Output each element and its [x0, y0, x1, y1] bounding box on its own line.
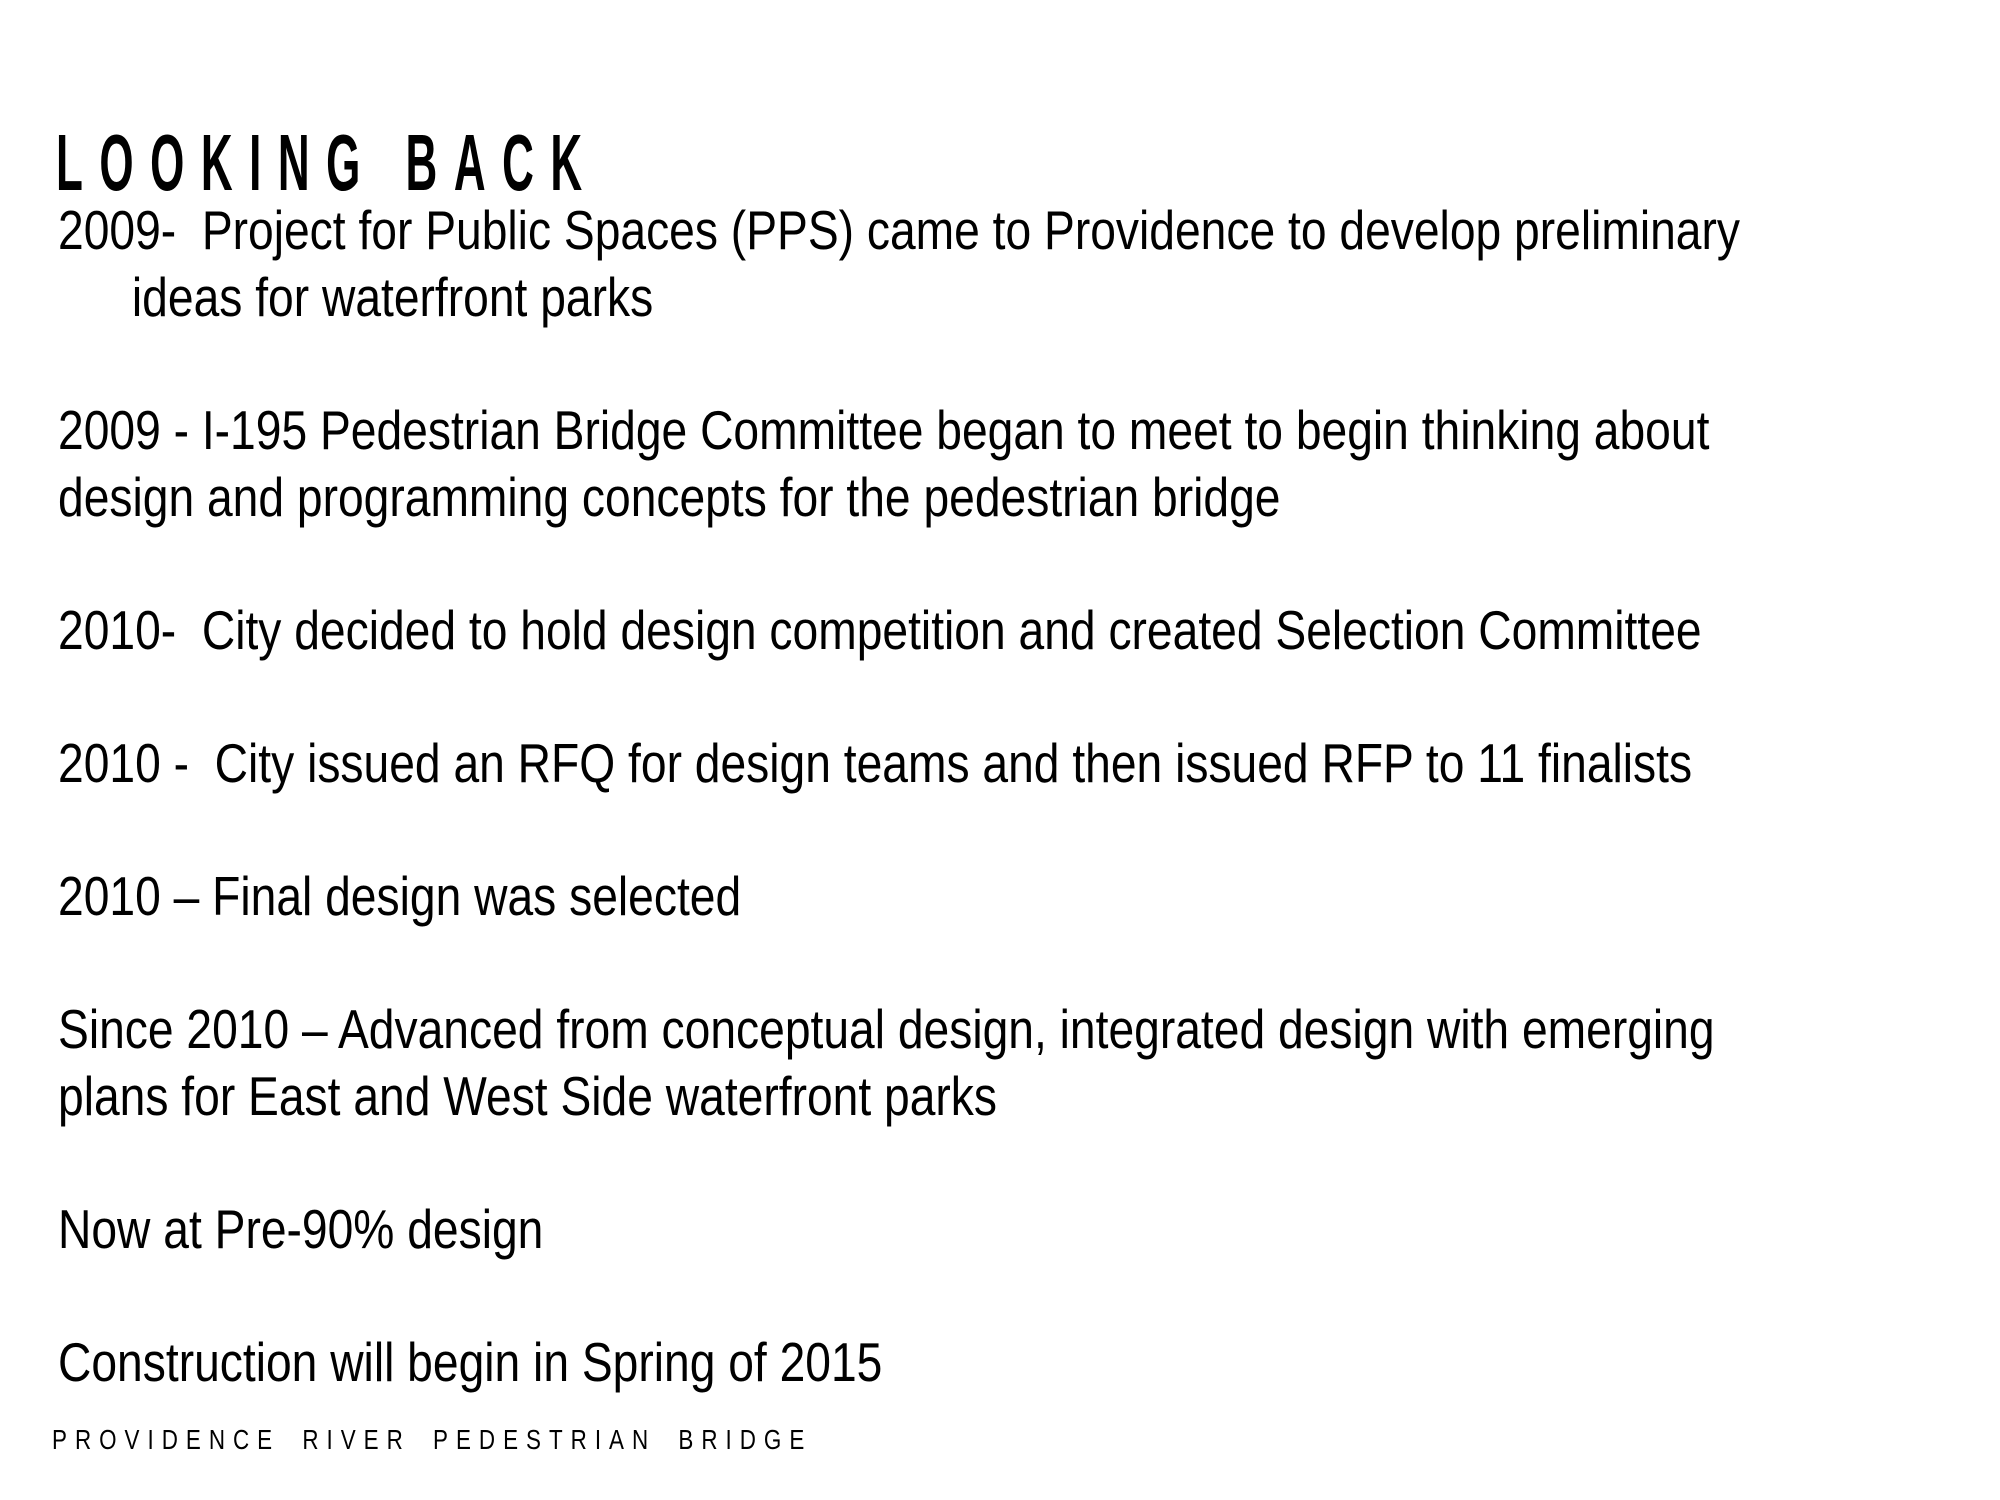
timeline-2009-pps: [58, 197, 1931, 331]
timeline-2010-final-design: [58, 863, 1931, 930]
timeline-line: ideas for waterfront parks: [131, 266, 654, 328]
timeline-2010-rfq: [58, 730, 1931, 797]
timeline-line: Construction will begin in Spring of 2015: [58, 1331, 883, 1393]
timeline-line: plans for East and West Side waterfront parks: [58, 1065, 998, 1127]
timeline-line: 2009 - I-195 Pedestrian Bridge Committee began to meet to begin thinking about: [58, 399, 1710, 461]
timeline-body: [58, 197, 1931, 1462]
timeline-construction: [58, 1329, 1931, 1396]
timeline-since-2010: [58, 996, 1931, 1130]
timeline-pre-90-design: [58, 1196, 1931, 1263]
timeline-line: design and programming concepts for the pedestrian bridge: [58, 466, 1281, 528]
slide-footer: PROVIDENCE RIVER PEDESTRIAN BRIDGE: [52, 1424, 813, 1455]
timeline-line: Since 2010 – Advanced from conceptual design, integrated design with emerging: [58, 998, 1715, 1060]
timeline-line: 2010- City decided to hold design competition and created Selection Committee: [58, 599, 1702, 661]
timeline-line: 2009- Project for Public Spaces (PPS) came to Providence to develop preliminary: [58, 199, 1740, 261]
timeline-line: Now at Pre-90% design: [58, 1198, 544, 1260]
timeline-2009-committee: [58, 397, 1931, 531]
slide-title: LOOKING BACK: [56, 117, 599, 207]
timeline-line: 2010 - City issued an RFQ for design teams and then issued RFP to 11 finalists: [58, 732, 1693, 794]
timeline-line: 2010 – Final design was selected: [58, 865, 742, 927]
timeline-2010-competition: [58, 597, 1931, 664]
